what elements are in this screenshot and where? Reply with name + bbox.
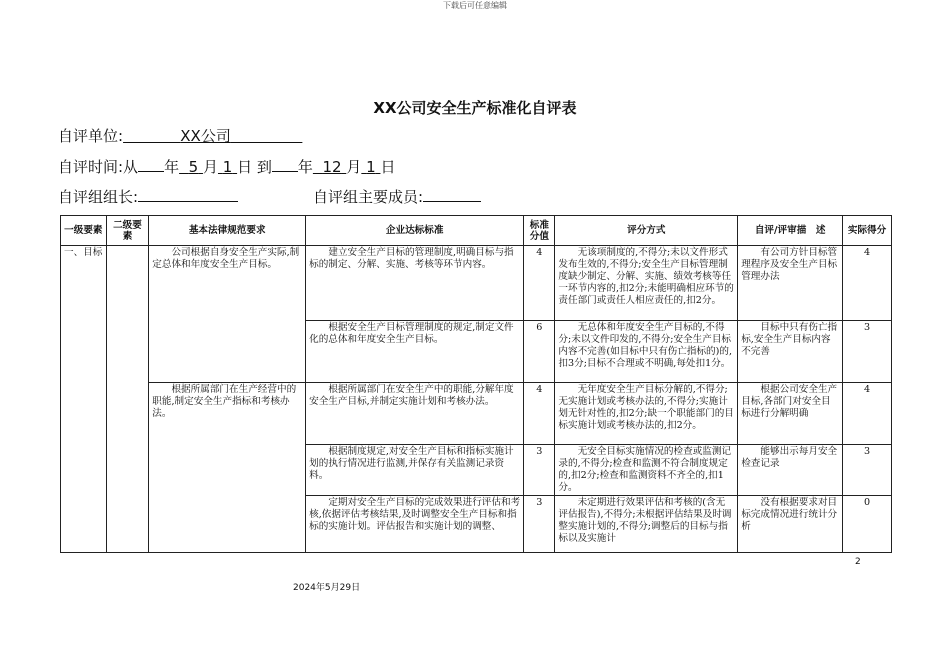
header-law: 基本法律规范要求: [149, 216, 306, 246]
review-cell: 没有根据要求对目标完成情况进行统计分析: [738, 496, 843, 553]
element-level2: [106, 246, 149, 553]
actual-score-cell: 4: [843, 383, 892, 445]
header-row: [61, 216, 892, 246]
start-year-blank: [138, 170, 164, 172]
document-title: XX公司安全生产标准化自评表: [373, 99, 577, 117]
header-level1: 一级要素: [61, 216, 107, 246]
footer-date: 2024年5月29日: [293, 583, 361, 593]
standard-cell: 根据所属部门在安全生产中的职能,分解年度安全生产目标,并制定实施计划和考核办法。: [306, 383, 524, 445]
header-level2: 二级要素: [106, 216, 149, 246]
start-year-char: 年: [164, 158, 180, 176]
end-month-char: 月: [346, 158, 362, 176]
review-cell: 能够出示每月安全检查记录: [738, 445, 843, 496]
method-cell: 无年度安全生产目标分解的,不得分;无实施计划或考核办法的,不得分;实施计划无针对性的,扣2分;缺一个职能部门的目标实施计划或考核办法的,扣2分。: [555, 383, 738, 445]
header-std-score: 标准分值: [524, 216, 555, 246]
std-score-cell: 3: [524, 496, 555, 553]
method-cell: 无安全目标实施情况的检查或监测记录的,不得分;检查和监测不符合制度规定的,扣2分;检查和监测资料不齐全的,扣1分。: [555, 445, 738, 496]
unit-value: XX公司: [180, 127, 231, 145]
time-label: 自评时间:从: [58, 158, 139, 176]
law-requirement: 根据所属部门在生产经营中的职能,制定安全生产指标和考核办法。: [149, 383, 306, 553]
leader-label: 自评组组长:: [58, 188, 139, 206]
end-year-blank: [272, 170, 298, 172]
actual-score-cell: 0: [843, 496, 892, 553]
table-row: [61, 383, 892, 445]
method-cell: 未定期进行效果评估和考核的(含无评估报告),不得分;未根据评估结果及时调整实施计划的,不得分;调整后的目标与指标以及实施计: [555, 496, 738, 553]
members-blank: [423, 200, 481, 202]
start-month: 5: [188, 158, 199, 176]
self-evaluation-table: [60, 215, 892, 553]
leader-blank: [138, 200, 238, 202]
review-cell: 根据公司安全生产目标,各部门对安全目标进行分解明确: [738, 383, 843, 445]
standard-cell: 根据安全生产目标管理制度的规定,制定文件化的总体和年度安全生产目标。: [306, 321, 524, 383]
element-level1: 一、目标: [61, 246, 107, 553]
std-score-cell: 6: [524, 321, 555, 383]
law-requirement: 公司根据自身安全生产实际,制定总体和年度安全生产目标。: [149, 246, 306, 383]
end-day: 1: [366, 158, 376, 176]
actual-score-cell: 4: [843, 246, 892, 321]
team-leader-line: [58, 186, 238, 207]
members-label: 自评组主要成员:: [313, 188, 424, 206]
page-number: 2: [855, 557, 861, 567]
table-row: [61, 246, 892, 321]
header-standard: 企业达标标准: [306, 216, 524, 246]
to-char: 到: [256, 158, 272, 176]
header-review: 自评/评审描 述: [738, 216, 843, 246]
end-year-char: 年: [297, 158, 313, 176]
std-score-cell: 4: [524, 383, 555, 445]
start-day: 1: [222, 158, 233, 176]
std-score-cell: 4: [524, 246, 555, 321]
actual-score-cell: 3: [843, 321, 892, 383]
unit-line: [58, 125, 302, 146]
end-month: 12: [322, 158, 342, 176]
start-month-char: 月: [202, 158, 218, 176]
standard-cell: 定期对安全生产目标的完成效果进行评估和考核,依据评估考核结果,及时调整安全生产目标和指标的实施计划。评估报告和实施计划的调整、: [306, 496, 524, 553]
start-day-char: 日: [237, 158, 253, 176]
header-method: 评分方式: [555, 216, 738, 246]
standard-cell: 根据制度规定,对安全生产目标和指标实施计划的执行情况进行监测,并保存有关监测记录资料。: [306, 445, 524, 496]
members-line: [313, 186, 481, 207]
review-cell: 有公司方针目标管理程序及安全生产目标管理办法: [738, 246, 843, 321]
standard-cell: 建立安全生产目标的管理制度,明确目标与指标的制定、分解、实施、考核等环节内容。: [306, 246, 524, 321]
header-actual: 实际得分: [843, 216, 892, 246]
time-line: [58, 156, 395, 177]
actual-score-cell: 3: [843, 445, 892, 496]
review-cell: 目标中只有伤亡指标,安全生产目标内容不完善: [738, 321, 843, 383]
std-score-cell: 3: [524, 445, 555, 496]
method-cell: 无总体和年度安全生产目标的,不得分;未以文件印发的,不得分;安全生产目标内容不完善(如目标中只有伤亡指标的)的,扣3分;目标不合理或不明确,每处扣1分。: [555, 321, 738, 383]
top-note: 下载后可任意编辑: [443, 1, 507, 10]
method-cell: 无该项制度的,不得分;未以文件形式发布生效的,不得分;安全生产目标管理制度缺少制定、分解、实施、绩效考核等任一环节内容的,扣2分;未能明确相应环节的责任部门或责任人相应责任的,扣2分。: [555, 246, 738, 321]
unit-label: 自评单位:: [58, 127, 124, 145]
end-day-char: 日: [380, 158, 396, 176]
